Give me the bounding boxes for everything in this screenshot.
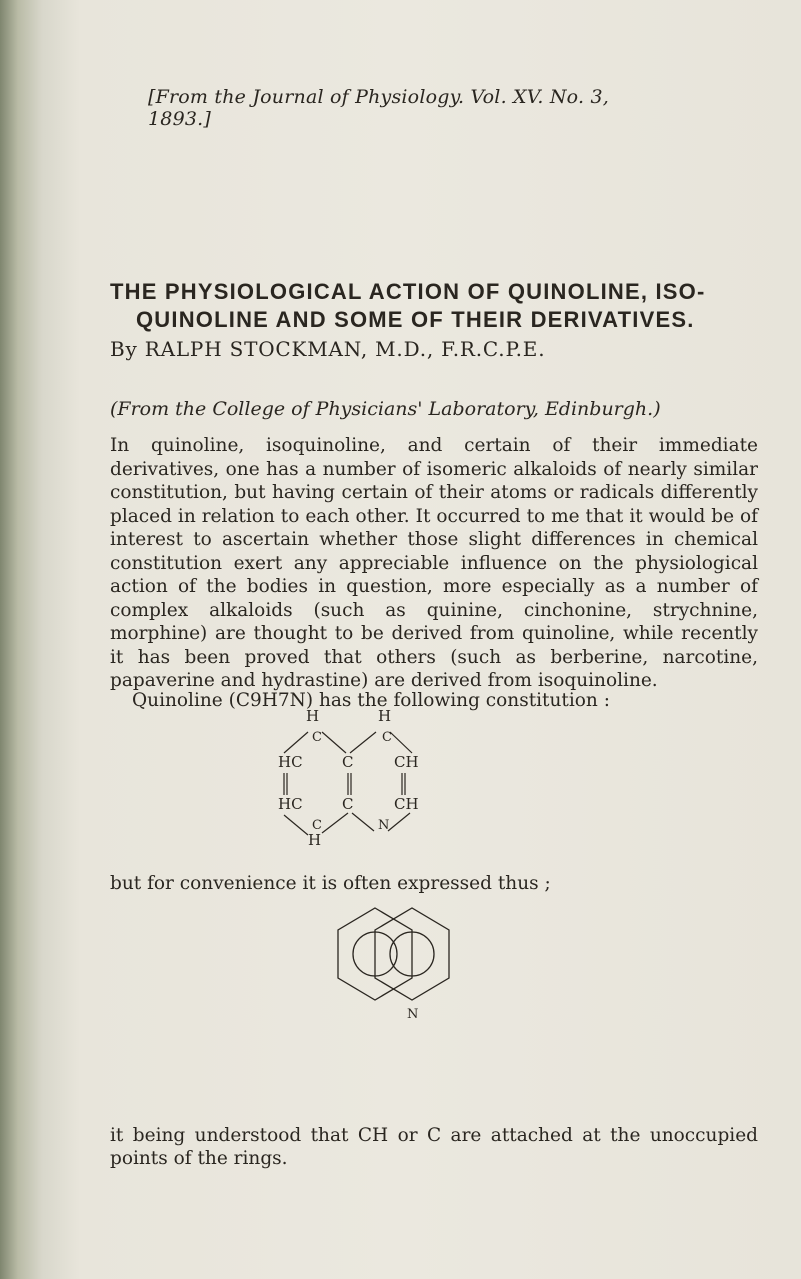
formula-c-bottom: C (312, 818, 322, 833)
ring-n-label: N (407, 1007, 419, 1022)
quinoline-structural-formula (270, 705, 530, 855)
formula-h-top-left: H (306, 707, 320, 725)
author-byline: By RALPH STOCKMAN, M.D., F.R.C.P.E. (110, 337, 546, 361)
title-line-1: THE PHYSIOLOGICAL ACTION OF QUINOLINE, ISO- (110, 279, 706, 304)
quinoline-ring-diagram (320, 898, 460, 1026)
article-title (110, 278, 750, 334)
formula-bonds (284, 732, 412, 835)
formula-c-row2: C (342, 753, 354, 771)
formula-h-bottom: H (308, 831, 322, 849)
paragraph-convenience: but for convenience it is often expressed thus ; (110, 873, 551, 894)
formula-c-row3: C (342, 795, 354, 813)
formula-ch-row2: CH (394, 753, 419, 771)
formula-hc-row3: HC (278, 795, 303, 813)
formula-n-bottom: N (378, 818, 390, 833)
formula-h-top-right: H (378, 707, 392, 725)
source-institution: (From the College of Physicians' Laboratory, Edinburgh.) (110, 398, 661, 420)
paragraph-quinoline-formula-intro: Quinoline (C9H7N) has the following constitution : (132, 690, 610, 711)
paragraph-intro: In quinoline, isoquinoline, and certain of their immediate derivatives, one has a number of isomeric alkaloids of nearly similar constitution, but having certain of their atoms or radicals differently placed in relation to each other. It occurred to me that it would be of interest to ascertain whether those slight differences in chemical constitution exert any appreciable influence on the physiological action of the bodies in question, more especially as a number of complex alkaloids (such as quinine, cinchonine, strychnine, morphine) are thought to be derived from quinoline, while recently it has been proved that others (such as berberine, narcotine, papaverine and hydrastine) are derived from isoquinoline. (110, 435, 758, 691)
title-line-2: QUINOLINE AND SOME OF THEIR DERIVATIVES. (136, 307, 695, 332)
paragraph-attachment-note: it being understood that CH or C are attached at the unoccupied points of the rings. (110, 1125, 758, 1169)
formula-hc-row2: HC (278, 753, 303, 771)
journal-header: [From the Journal of Physiology. Vol. XV. No. 3, 1893.] (148, 86, 609, 130)
formula-ch-row3: CH (394, 795, 419, 813)
formula-c-top-left: C (312, 730, 322, 745)
formula-c-top-right: C (382, 730, 392, 745)
